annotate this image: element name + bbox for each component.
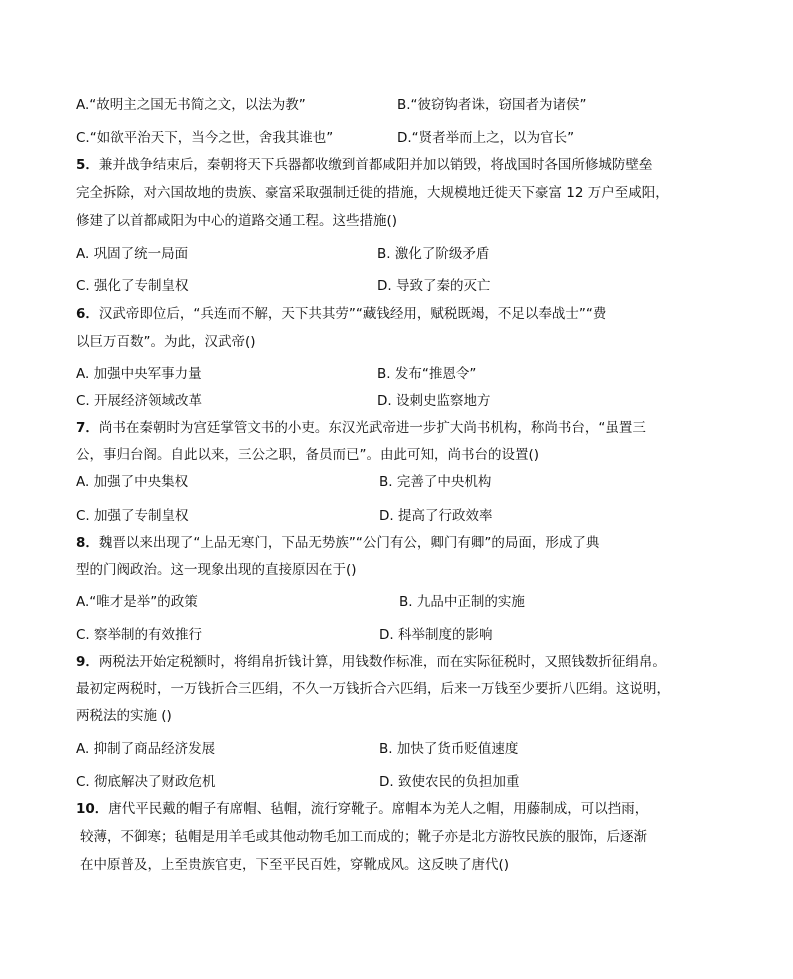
q7-stem-line-2: 公，事归台阁。自此以来，三公之职，备员而已”。由此可知，尚书台的设置() xyxy=(76,447,540,463)
q5-stem-line-2: 完全拆除，对六国故地的贵族、豪富采取强制迁徙的措施，大规模地迁徙天下豪富 12 万户至咸阳， xyxy=(76,185,669,201)
q10-stem-line-2: 较薄，不御寒；毡帽是用羊毛或其他动物毛加工而成的；靴子亦是北方游牧民族的服饰，后逐渐 xyxy=(80,829,647,845)
q10-stem-line-3: 在中原普及，上至贵族官吏，下至平民百姓，穿靴成风。这反映了唐代() xyxy=(80,857,510,873)
q8-number: 8． xyxy=(76,535,99,551)
q6-stem-line-1 xyxy=(76,305,606,323)
q5-stem-line-3: 修建了以首都咸阳为中心的道路交通工程。这些措施() xyxy=(76,213,398,229)
q5-stem-line-1 xyxy=(76,156,652,174)
q4-option-a: A.“故明主之国无书简之文，以法为教” xyxy=(76,97,306,113)
q9-option-b: B. 加快了货币贬值速度 xyxy=(379,741,519,757)
q9-stem-text-1: 两税法开始定税额时，将绢帛折钱计算，用钱数作标准，而在实际征税时，又照钱数折征绢帛。 xyxy=(98,654,666,670)
q7-option-d: D. 提高了行政效率 xyxy=(379,508,493,524)
q5-option-c: C. 强化了专制皇权 xyxy=(76,278,189,294)
q9-number: 9． xyxy=(76,654,99,670)
q7-option-c: C. 加强了专制皇权 xyxy=(76,508,189,524)
q4-option-c: C.“如欲平治天下，当今之世，舍我其谁也” xyxy=(76,130,334,146)
q8-option-b: B. 九品中正制的实施 xyxy=(399,594,525,610)
q5-stem-text-1: 兼并战争结束后，秦朝将天下兵器都收缴到首都咸阳并加以销毁，将战国时各国所修城防壁垒 xyxy=(98,157,653,173)
q6-option-a: A. 加强中央军事力量 xyxy=(76,366,202,382)
q8-stem-line-2: 型的门阀政治。这一现象出现的直接原因在于() xyxy=(76,562,357,578)
q6-number: 6． xyxy=(76,306,99,322)
q9-option-d: D. 致使农民的负担加重 xyxy=(379,774,520,790)
q6-stem-text-1: 汉武帝即位后，“兵连而不解，天下共其劳”“藏钱经用，赋税既竭，不足以奉战士”“费 xyxy=(98,306,607,322)
q7-option-a: A. 加强了中央集权 xyxy=(76,474,189,490)
q7-option-b: B. 完善了中央机构 xyxy=(379,474,492,490)
q5-number: 5． xyxy=(76,157,99,173)
q4-option-d: D.“贤者举而上之，以为官长” xyxy=(397,130,575,146)
q6-option-c: C. 开展经济领域改革 xyxy=(76,393,203,409)
q6-option-d: D. 设刺史监察地方 xyxy=(377,393,491,409)
q10-stem-text-1: 唐代平民戴的帽子有席帽、毡帽，流行穿靴子。席帽本为羌人之帽，用藤制成，可以挡雨， xyxy=(108,801,649,817)
q8-option-a: A.“唯才是举”的政策 xyxy=(76,594,198,610)
q4-option-b: B.“彼窃钩者诛，窃国者为诸侯” xyxy=(397,97,587,113)
q9-stem-line-1 xyxy=(76,653,666,671)
q10-number: 10． xyxy=(76,801,109,817)
q8-option-d: D. 科举制度的影响 xyxy=(379,627,493,643)
q6-option-b: B. 发布“推恩令” xyxy=(377,366,477,382)
q9-stem-line-3: 两税法的实施 () xyxy=(76,708,172,724)
q9-option-c: C. 彻底解决了财政危机 xyxy=(76,774,216,790)
q7-stem-text-1: 尚书在秦朝时为宫廷掌管文书的小吏。东汉光武帝进一步扩大尚书机构，称尚书台，“虽置三 xyxy=(98,420,646,436)
q10-stem-line-1 xyxy=(76,800,648,818)
q5-option-d: D. 导致了秦的灭亡 xyxy=(377,278,491,294)
q8-stem-line-1 xyxy=(76,534,599,552)
q7-number: 7． xyxy=(76,420,99,436)
q8-option-c: C. 察举制的有效推行 xyxy=(76,627,203,643)
q8-stem-text-1: 魏晋以来出现了“上品无寒门，下品无势族”“公门有公，卿门有卿”的局面，形成了典 xyxy=(98,535,600,551)
q7-stem-line-1 xyxy=(76,419,646,437)
q9-option-a: A. 抑制了商品经济发展 xyxy=(76,741,216,757)
q5-option-a: A. 巩固了统一局面 xyxy=(76,246,189,262)
q5-option-b: B. 激化了阶级矛盾 xyxy=(377,246,490,262)
q9-stem-line-2: 最初定两税时，一万钱折合三匹绢，不久一万钱折合六匹绢，后来一万钱至少要折八匹绢。这说明， xyxy=(76,681,670,697)
q6-stem-line-2: 以巨万百数”。为此，汉武帝() xyxy=(76,334,256,350)
